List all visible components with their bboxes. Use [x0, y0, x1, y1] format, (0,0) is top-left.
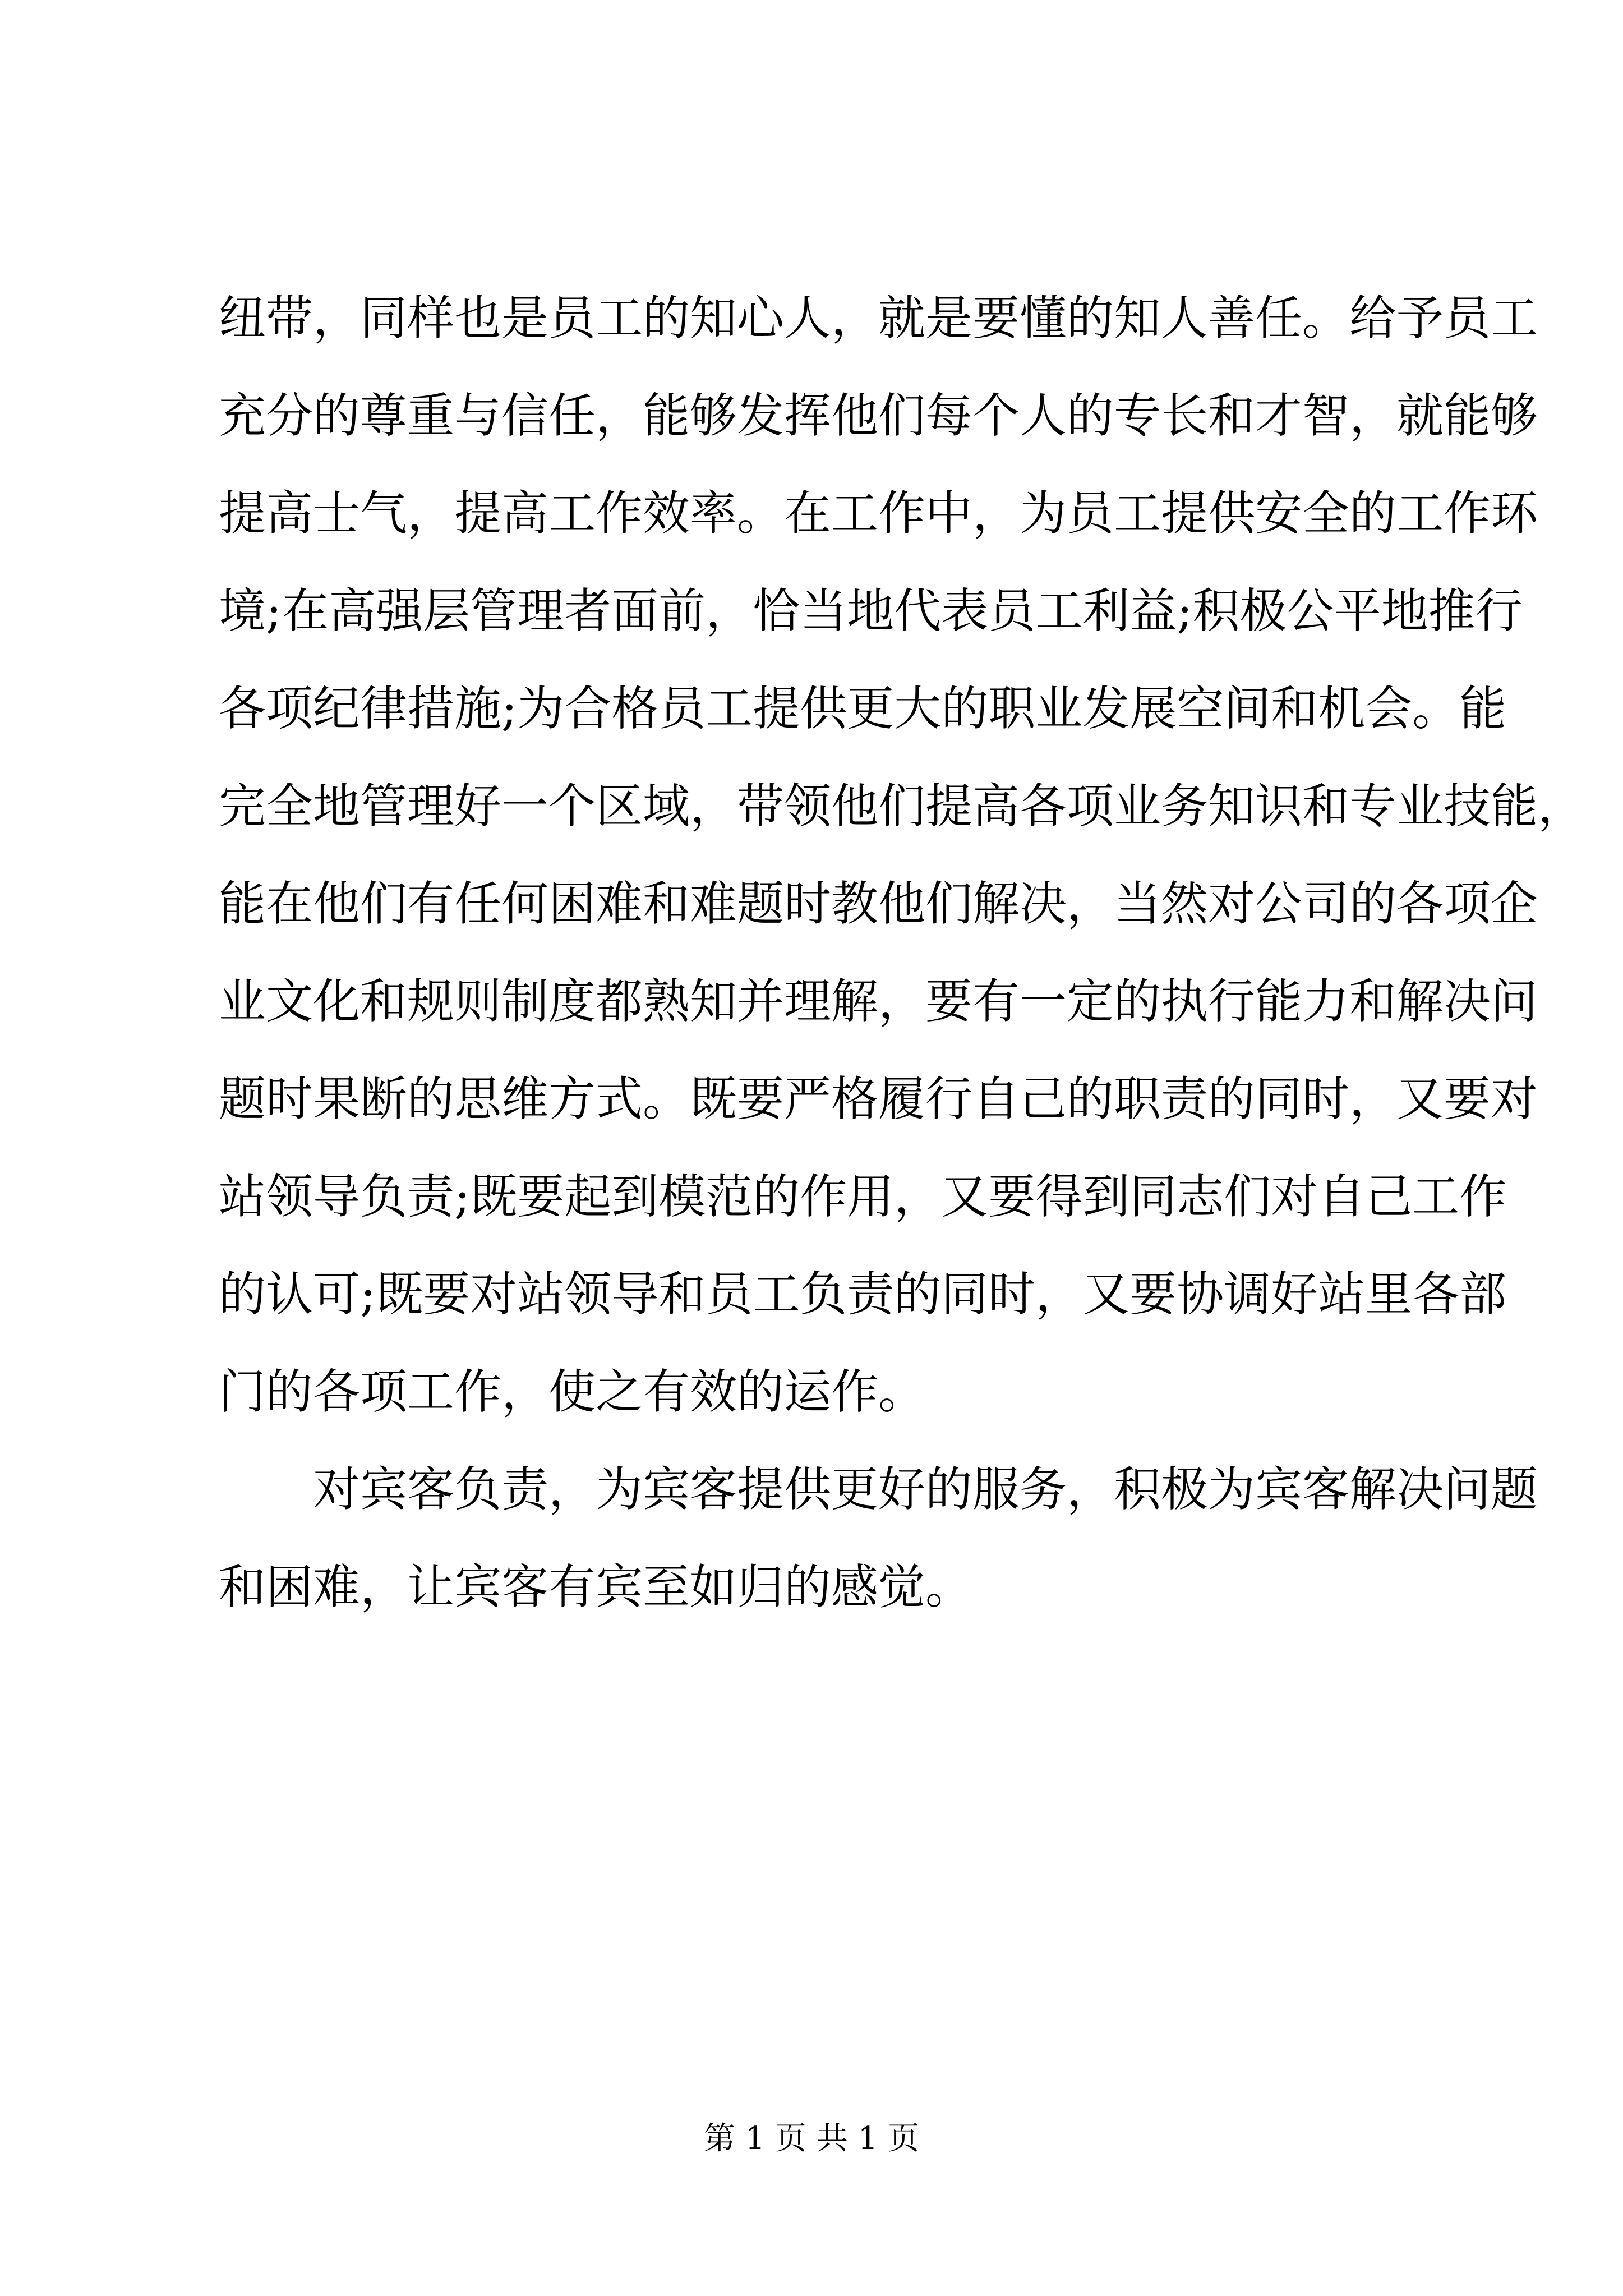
- body-text: [219, 269, 1585, 1636]
- paragraph-1-line-9: 题时果断的思维方式。既要严格履行自己的职责的同时，又要对: [219, 1071, 1538, 1126]
- page-number-footer: 第 1 页 共 1 页: [703, 2120, 920, 2157]
- paragraph-1-line-10: 站领导负责;既要起到模范的作用，又要得到同志们对自己工作: [219, 1169, 1507, 1224]
- paragraph-2-line-2: 和困难，让宾客有宾至如归的感觉。: [219, 1559, 973, 1614]
- paragraph-1-line-1: 纽带，同样也是员工的知心人，就是要懂的知人善任。给予员工: [219, 291, 1538, 346]
- paragraph-1-line-5: 各项纪律措施;为合格员工提供更大的职业发展空间和机会。能: [219, 681, 1507, 736]
- paragraph-1-line-6: 完全地管理好一个区域，带领他们提高各项业务知识和专业技能，: [219, 779, 1585, 834]
- paragraph-1-line-7: 能在他们有任何困难和难题时教他们解决，当然对公司的各项企: [219, 876, 1538, 931]
- paragraph-1-line-4: 境;在高强层管理者面前，恰当地代表员工利益;积极公平地推行: [219, 583, 1523, 638]
- paragraph-1-line-11: 的认可;既要对站领导和员工负责的同时，又要协调好站里各部: [219, 1267, 1507, 1322]
- paragraph-1-line-3: 提高士气，提高工作效率。在工作中，为员工提供安全的工作环: [219, 486, 1538, 541]
- paragraph-1-line-2: 充分的尊重与信任，能够发挥他们每个人的专长和才智，就能够: [219, 388, 1538, 443]
- paragraph-1-line-12: 门的各项工作，使之有效的运作。: [219, 1364, 926, 1419]
- paragraph-1-line-8: 业文化和规则制度都熟知并理解，要有一定的执行能力和解决问: [219, 974, 1538, 1029]
- paragraph-2-line-1: 对宾客负责，为宾客提供更好的服务，积极为宾客解决问题: [313, 1462, 1538, 1517]
